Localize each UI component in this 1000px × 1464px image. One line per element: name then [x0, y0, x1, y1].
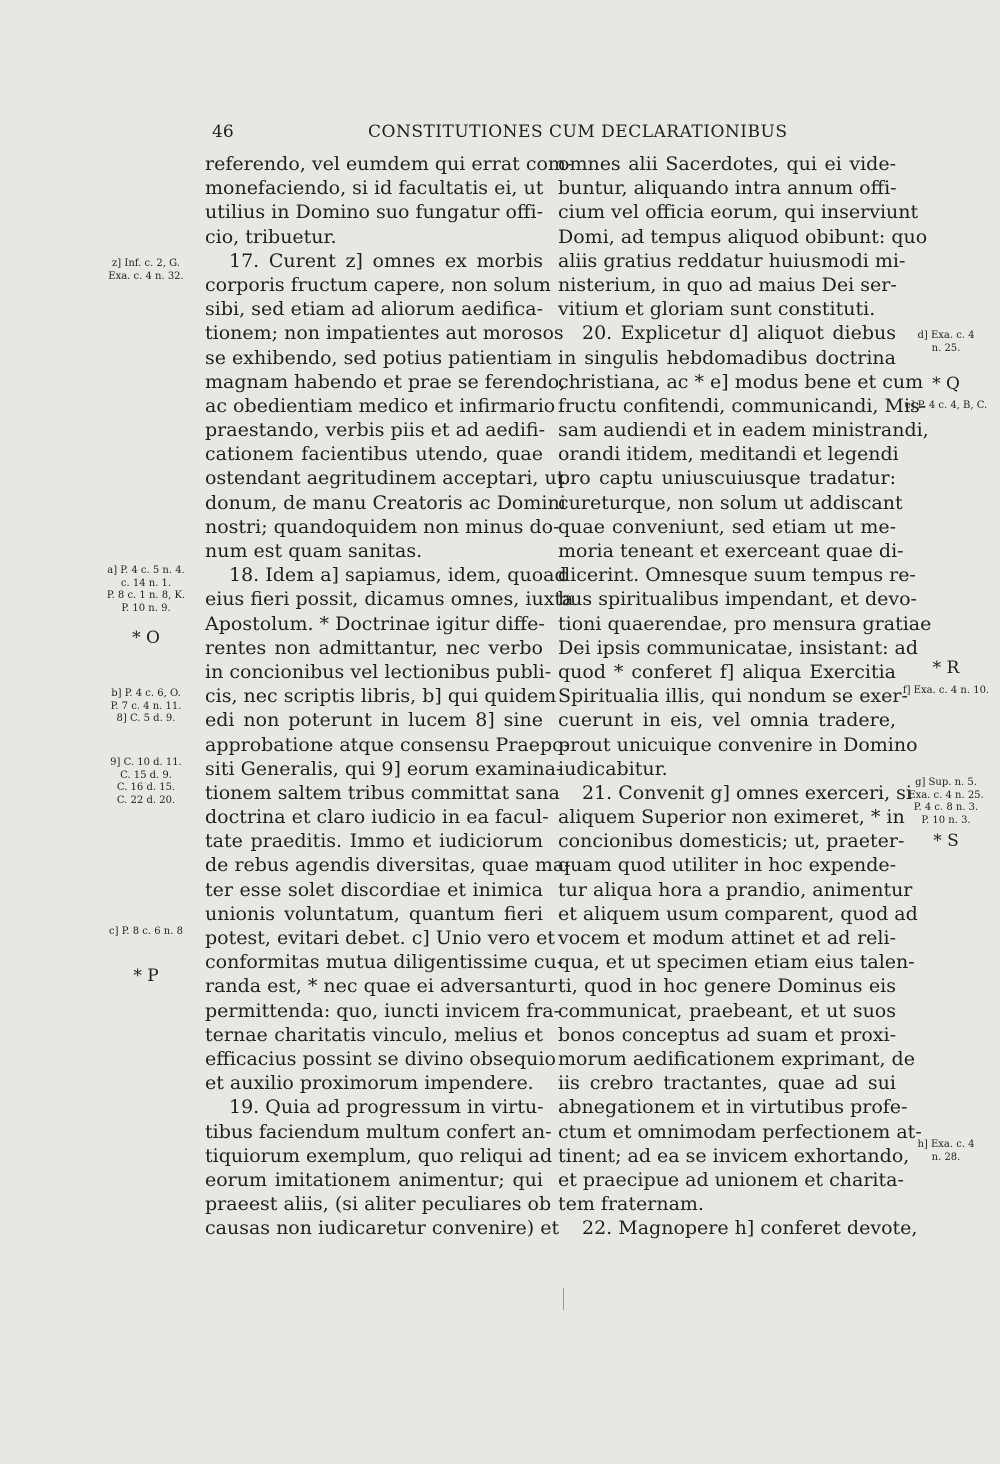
left-text-column [205, 152, 574, 1240]
margin-note-9: 9] C. 10 d. 11. C. 15 d. 9. C. 16 d. 15. C. 22 d. 20. [110, 757, 182, 806]
right-text-column [558, 152, 932, 1240]
text-line: eius fieri possit, dicamus omnes, iuxta [205, 588, 574, 611]
text-line: tibus faciendum multum confert an- [205, 1120, 552, 1143]
text-line: praestando, verbis piis et ad aedifi- [205, 419, 545, 442]
text-line: praeest aliis, (si aliter peculiares ob [205, 1193, 552, 1216]
text-line: fructu confitendi, communicandi, Mis- [558, 394, 927, 417]
text-line: ter esse solet discordiae et inimica [205, 878, 543, 901]
text-line: quod * conferet f] aliqua Exercitia [558, 660, 896, 683]
text-line: efficacius possint se divino obsequio [205, 1047, 556, 1070]
text-line: tem fraternam. [558, 1193, 704, 1216]
text-line: morum aedificationem exprimant, de [558, 1047, 915, 1070]
text-line: monefaciendo, si id facultatis ei, ut [205, 177, 544, 200]
text-line: Dei ipsis communicatae, insistant: ad [558, 636, 919, 659]
text-line: tate praeditis. Immo et iudiciorum [205, 830, 543, 853]
text-line: nisterium, in quo ad maius Dei ser- [558, 273, 897, 296]
text-line: 20. Explicetur d] aliquot diebus [582, 322, 896, 345]
text-line: tiquiorum exemplum, quo reliqui ad [205, 1144, 553, 1167]
text-line: vitium et gloriam sunt constituti. [558, 298, 876, 321]
margin-star-r: * R [932, 658, 960, 678]
text-line: tionem; non impatientes aut morosos [205, 322, 564, 345]
text-line: ctum et omnimodam perfectionem at- [558, 1120, 922, 1143]
text-line: vocem et modum attinet et ad reli- [558, 927, 896, 949]
text-line: dicerint. Omnesque suum tempus re- [558, 564, 916, 587]
margin-note-b: b] P. 4 c. 6, O. P. 7 c. 4 n. 11. 8] C. 5 d. 9. [110, 688, 182, 724]
text-line: prout unicuique convenire in Domino [558, 733, 918, 756]
text-line: tioni quaerendae, pro mensura gratiae [558, 612, 932, 635]
text-line: donum, de manu Creatoris ac Domini [205, 491, 566, 514]
text-line: cio, tribuetur. [205, 225, 337, 248]
text-line: eorum imitationem animentur; qui [205, 1168, 543, 1191]
text-line: concionibus domesticis; ut, praeter- [558, 830, 905, 853]
text-line: iis crebro tractantes, quae ad sui [558, 1072, 896, 1095]
text-line: et praecipue ad unionem et charita- [558, 1168, 904, 1191]
text-line: approbatione atque consensu Praepo- [205, 733, 571, 756]
text-line: qua, et ut specimen etiam eius talen- [558, 951, 915, 974]
text-line: Spiritualia illis, qui nondum se exer- [558, 685, 908, 708]
text-line: ternae charitatis vinculo, melius et [205, 1023, 543, 1046]
margin-note-f: f] Exa. c. 4 n. 10. [902, 685, 990, 696]
text-line: cureturque, non solum ut addiscant [558, 491, 903, 514]
margin-note-h: h] Exa. c. 4 n. 28. [917, 1139, 975, 1163]
text-line: aliis gratius reddatur huiusmodi mi- [558, 249, 906, 272]
pencil-mark [563, 1288, 564, 1310]
text-line: cuerunt in eis, vel omnia tradere, [558, 709, 896, 732]
text-line: num est quam sanitas. [205, 540, 423, 562]
margin-note-d: d] Exa. c. 4 n. 25. [917, 330, 975, 354]
text-line: 17. Curent z] omnes ex morbis [229, 249, 543, 272]
text-line: quam quod utiliter in hoc expende- [558, 854, 897, 877]
margin-note-a: a] P. 4 c. 5 n. 4. c. 14 n. 1. P. 8 c. 1 n. 8, K. P. 10 n. 9. [106, 565, 186, 614]
text-line: de rebus agendis diversitas, quae ma- [205, 854, 571, 877]
text-line: quae conveniunt, sed etiam ut me- [558, 515, 896, 538]
text-line: potest, evitari debet. c] Unio vero et [205, 927, 556, 949]
text-line: sam audiendi et in eadem ministrandi, [558, 419, 929, 442]
text-line: in singulis hebdomadibus doctrina [558, 346, 896, 369]
margin-note-z: z] Inf. c. 2, G. Exa. c. 4 n. 32. [108, 258, 184, 282]
text-line: cationem facientibus utendo, quae [205, 443, 543, 466]
margin-note-e: e] P. 4 c. 4, B, C. [904, 400, 988, 411]
margin-star-o: * O [132, 628, 160, 648]
text-line: ostendant aegritudinem acceptari, ut [205, 467, 565, 490]
margin-star-s: * S [933, 831, 959, 851]
text-line: 22. Magnopere h] conferet devote, [582, 1217, 918, 1240]
text-line: communicat, praebeant, et ut suos [558, 999, 896, 1022]
text-line: corporis fructum capere, non solum [205, 273, 551, 296]
text-line: pro captu uniuscuiusque tradatur: [558, 467, 896, 490]
text-line: et auxilio proximorum impendere. [205, 1072, 534, 1095]
page-number: 46 [212, 122, 234, 142]
text-line: nostri; quandoquidem non minus do- [205, 515, 560, 538]
text-line: Apostolum. * Doctrinae igitur diffe- [205, 612, 545, 635]
text-line: randa est, * nec quae ei adversantur [205, 975, 557, 998]
text-line: abnegationem et in virtutibus profe- [558, 1096, 908, 1119]
text-line: christiana, ac * e] modus bene et cum [558, 370, 924, 393]
margin-note-g: g] Sup. n. 5. Exa. c. 4 n. 25. P. 4 c. 8 n. 3. P. 10 n. 3. [908, 777, 984, 826]
text-line: buntur, aliquando intra annum offi- [558, 177, 897, 200]
text-line: permittenda: quo, iuncti invicem fra- [205, 999, 561, 1022]
text-line: ti, quod in hoc genere Dominus eis [558, 975, 896, 998]
text-line: 18. Idem a] sapiamus, idem, quoad [229, 564, 567, 587]
text-line: edi non poterunt in lucem 8] sine [205, 709, 543, 732]
text-line: causas non iudicaretur convenire) et [205, 1217, 560, 1240]
text-line: et aliquem usum comparent, quod ad [558, 902, 918, 925]
text-line: utilius in Domino suo fungatur offi- [205, 201, 543, 224]
text-line: magnam habendo et prae se ferendo, [205, 370, 566, 393]
text-line: tur aliqua hora a prandio, animentur [558, 878, 913, 901]
text-line: tionem saltem tribus committat sana [205, 781, 560, 804]
text-line: 21. Convenit g] omnes exerceri, si [582, 781, 913, 804]
text-line: iudicabitur. [558, 757, 668, 780]
text-line: moria teneant et exerceant quae di- [558, 540, 904, 562]
text-line: doctrina et claro iudicio in ea facul- [205, 806, 549, 829]
text-line: unionis voluntatum, quantum fieri [205, 902, 543, 925]
text-line: 19. Quia ad progressum in virtu- [229, 1096, 544, 1119]
text-line: cium vel officia eorum, qui inserviunt [558, 201, 919, 224]
text-line: omnes alii Sacerdotes, qui ei vide- [558, 153, 896, 175]
text-line: rentes non admittantur, nec verbo [205, 636, 543, 659]
text-line: cis, nec scriptis libris, b] qui quidem [205, 685, 557, 708]
text-line: siti Generalis, qui 9] eorum examina- [205, 757, 563, 780]
margin-star-q: * Q [932, 374, 960, 394]
text-line: se exhibendo, sed potius patientiam [205, 346, 552, 369]
margin-star-p: * P [133, 966, 159, 986]
margin-note-c: c] P. 8 c. 6 n. 8 [109, 926, 183, 937]
text-line: aliquem Superior non eximeret, * in [558, 806, 905, 829]
text-line: conformitas mutua diligentissime cu- [205, 951, 564, 974]
text-line: bonos conceptus ad suam et proxi- [558, 1023, 896, 1046]
text-line: Domi, ad tempus aliquod obibunt: quo [558, 225, 928, 248]
text-line: ac obedientiam medico et infirmario [205, 394, 556, 417]
text-line: tinent; ad ea se invicem exhortando, [558, 1144, 910, 1167]
text-line: sibi, sed etiam ad aliorum aedifica- [205, 298, 543, 321]
text-line: orandi itidem, meditandi et legendi [558, 443, 899, 466]
running-title: CONSTITUTIONES CUM DECLARATIONIBUS [368, 122, 788, 142]
text-line: bus spiritualibus impendant, et devo- [558, 588, 917, 611]
text-line: referendo, vel eumdem qui errat com- [205, 153, 573, 175]
text-line: in concionibus vel lectionibus publi- [205, 660, 552, 683]
